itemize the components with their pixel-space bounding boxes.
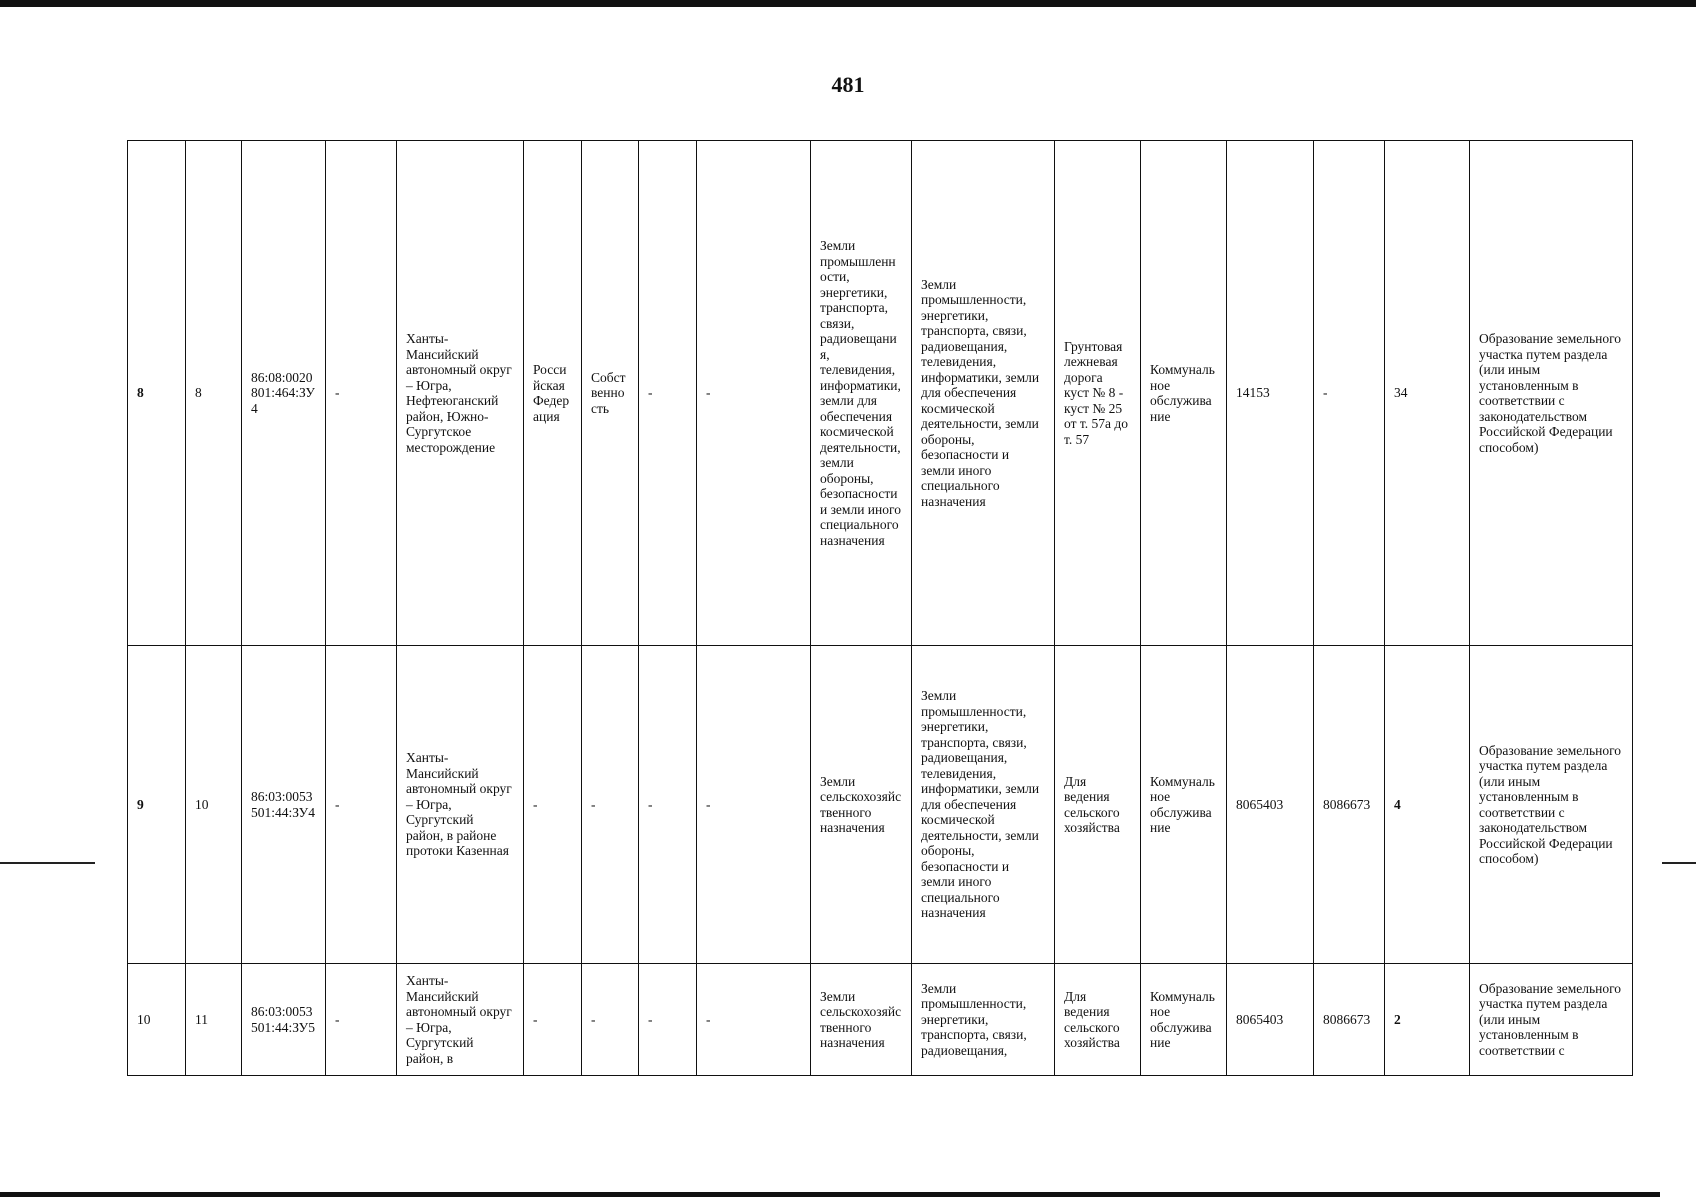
- cell-right-type: -: [582, 646, 639, 964]
- table-row: [128, 141, 1633, 646]
- cell-col8: -: [639, 646, 697, 964]
- cell-land-category: Земли сельскохозяйственного назначения: [811, 646, 912, 964]
- cell-cadastral-number: 86:03:0053501:44:ЗУ4: [242, 646, 326, 964]
- cell-col16: 34: [1385, 141, 1470, 646]
- cell-col4: -: [326, 646, 397, 964]
- cell-cadastral-number: 86:03:0053501:44:ЗУ5: [242, 964, 326, 1076]
- cell-address: Ханты-Мансийский автономный округ – Югра, Сургутский район, в районе протоки Казенная: [397, 646, 524, 964]
- cell-address: Ханты-Мансийский автономный округ – Югра, Сургутский район, в: [397, 964, 524, 1076]
- cell-formation-method: Образование земельного участка путем раздела (или иным установленным в соответствии с: [1470, 964, 1633, 1076]
- cell-formation-method: Образование земельного участка путем раздела (или иным установленным в соответствии с законодательством Российской Федерации способом): [1470, 141, 1633, 646]
- cell-right-type: -: [582, 964, 639, 1076]
- cell-owner: Российская Федерация: [524, 141, 582, 646]
- cell-col4: -: [326, 964, 397, 1076]
- cell-col4: -: [326, 141, 397, 646]
- cell-cadastral-number: 86:08:0020801:464:ЗУ4: [242, 141, 326, 646]
- cell-use-purpose: Коммунальное обслуживание: [1141, 646, 1227, 964]
- cell-right-type: Собственность: [582, 141, 639, 646]
- cell-land-category-new: Земли промышленности, энергетики, транспорта, связи, радиовещания, телевидения, информатики, земли для обеспечения космической деятельности, земли обороны, безопасности и земли иного специального назначения: [912, 141, 1055, 646]
- scan-edge-top: [0, 0, 1696, 7]
- cell-permitted-use: Грунтовая лежневая дорога куст № 8 - куст № 25 от т. 57а до т. 57: [1055, 141, 1141, 646]
- cell-col9: -: [697, 646, 811, 964]
- cell-col9: -: [697, 964, 811, 1076]
- cell-row-number: 8: [128, 141, 186, 646]
- scan-edge-bottom: [0, 1192, 1660, 1197]
- cell-plot-number: 11: [186, 964, 242, 1076]
- cell-owner: -: [524, 964, 582, 1076]
- cell-formation-method: Образование земельного участка путем раздела (или иным установленным в соответствии с законодательством Российской Федерации способом): [1470, 646, 1633, 964]
- cell-plot-number: 10: [186, 646, 242, 964]
- cell-col16: 2: [1385, 964, 1470, 1076]
- cell-permitted-use: Для ведения сельского хозяйства: [1055, 964, 1141, 1076]
- cell-col8: -: [639, 141, 697, 646]
- cell-area-new: 8086673: [1314, 964, 1385, 1076]
- scan-mark-right: [1662, 862, 1696, 864]
- table-row: [128, 964, 1633, 1076]
- cell-plot-number: 8: [186, 141, 242, 646]
- cell-permitted-use: Для ведения сельского хозяйства: [1055, 646, 1141, 964]
- scan-mark-left: [0, 862, 95, 864]
- cell-col9: -: [697, 141, 811, 646]
- cell-address: Ханты-Мансийский автономный округ – Югра, Нефтеюганский район, Южно-Сургутское месторождение: [397, 141, 524, 646]
- cell-land-category-new: Земли промышленности, энергетики, транспорта, связи, радиовещания,: [912, 964, 1055, 1076]
- land-registry-table: [127, 140, 1633, 1076]
- cell-row-number: 10: [128, 964, 186, 1076]
- cell-area-new: 8086673: [1314, 646, 1385, 964]
- cell-col8: -: [639, 964, 697, 1076]
- cell-row-number: 9: [128, 646, 186, 964]
- cell-area-new: -: [1314, 141, 1385, 646]
- cell-use-purpose: Коммунальное обслуживание: [1141, 141, 1227, 646]
- table-row: [128, 646, 1633, 964]
- cell-area: 8065403: [1227, 964, 1314, 1076]
- cell-use-purpose: Коммунальное обслуживание: [1141, 964, 1227, 1076]
- cell-land-category: Земли промышленности, энергетики, транспорта, связи, радиовещания, телевидения, информатики, земли для обеспечения космической деятельности, земли обороны, безопасности и земли иного специального назначения: [811, 141, 912, 646]
- cell-area: 14153: [1227, 141, 1314, 646]
- cell-area: 8065403: [1227, 646, 1314, 964]
- cell-land-category: Земли сельскохозяйственного назначения: [811, 964, 912, 1076]
- page-number: 481: [831, 72, 865, 97]
- cell-land-category-new: Земли промышленности, энергетики, транспорта, связи, радиовещания, телевидения, информатики, земли для обеспечения космической деятельности, земли обороны, безопасности и земли иного специального назначения: [912, 646, 1055, 964]
- cell-col16: 4: [1385, 646, 1470, 964]
- cell-owner: -: [524, 646, 582, 964]
